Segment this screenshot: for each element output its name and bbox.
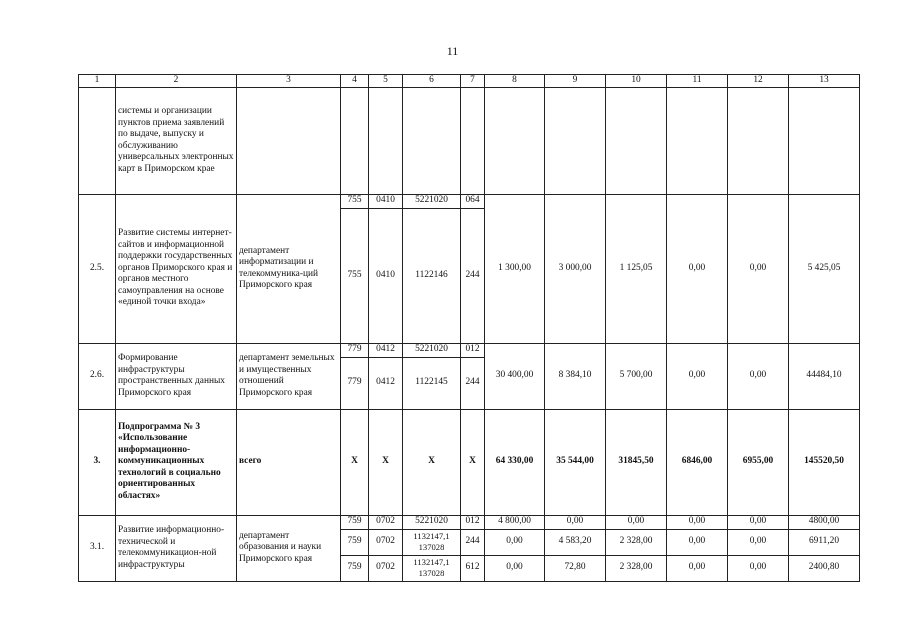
- code-cell: 064: [461, 194, 485, 208]
- header-cell: 9: [545, 75, 606, 88]
- header-cell: 13: [789, 75, 860, 88]
- code-cell: 244: [461, 529, 485, 555]
- value-cell: 5 700,00: [606, 343, 667, 409]
- value-cell: 0,00: [728, 343, 789, 409]
- value-cell: 0,00: [667, 515, 728, 529]
- item-number: 3.: [79, 409, 116, 515]
- code-cell: 0702: [369, 529, 403, 555]
- code-cell: 612: [461, 555, 485, 581]
- value-cell: 64 330,00: [485, 409, 545, 515]
- value-cell: 4800,00: [789, 515, 860, 529]
- code-cell: 1132147,1 137028: [403, 555, 461, 581]
- code-cell: 012: [461, 343, 485, 357]
- executor: всего: [237, 409, 341, 515]
- header-cell: 6: [403, 75, 461, 88]
- value-cell: 4 583,20: [545, 529, 606, 555]
- table-row-3-1: [79, 515, 860, 529]
- code-cell: Х: [461, 409, 485, 515]
- code-cell: 0702: [369, 555, 403, 581]
- value-cell: 0,00: [606, 515, 667, 529]
- table-row-2-6: [79, 343, 860, 357]
- code-cell: 755: [341, 208, 369, 343]
- value-cell: 35 544,00: [545, 409, 606, 515]
- code-cell: 1132147,1 137028: [403, 529, 461, 555]
- code-cell: Х: [369, 409, 403, 515]
- value-cell: 0,00: [485, 529, 545, 555]
- item-name: Подпрограмма № 3 «Использование информационно-коммуникационных технологий в социально ориентированных областях»: [116, 409, 237, 515]
- header-row: [79, 75, 860, 88]
- header-cell: 4: [341, 75, 369, 88]
- value-cell: 72,80: [545, 555, 606, 581]
- value-cell: 0,00: [728, 555, 789, 581]
- value-cell: 8 384,10: [545, 343, 606, 409]
- value-cell: 0,00: [728, 515, 789, 529]
- header-cell: 3: [237, 75, 341, 88]
- code-cell: 755: [341, 194, 369, 208]
- code-cell: Х: [341, 409, 369, 515]
- table-row-3: [79, 409, 860, 515]
- code-cell: 779: [341, 357, 369, 409]
- code-cell: 779: [341, 343, 369, 357]
- header-cell: 11: [667, 75, 728, 88]
- value-cell: 0,00: [485, 555, 545, 581]
- code-cell: 759: [341, 555, 369, 581]
- value-cell: 31845,50: [606, 409, 667, 515]
- header-cell: 5: [369, 75, 403, 88]
- code-cell: 012: [461, 515, 485, 529]
- header-cell: 8: [485, 75, 545, 88]
- value-cell: 145520,50: [789, 409, 860, 515]
- code-cell: 1122146: [403, 208, 461, 343]
- item-number: 3.1.: [79, 515, 116, 581]
- code-cell: 0410: [369, 194, 403, 208]
- code-cell: 1122145: [403, 357, 461, 409]
- value-cell: 0,00: [667, 343, 728, 409]
- page-number: 11: [446, 44, 459, 58]
- executor: департамент образования и науки Приморского края: [237, 515, 341, 581]
- value-cell: 0,00: [667, 529, 728, 555]
- table-row-continuation: [79, 87, 860, 194]
- value-cell: 0,00: [728, 194, 789, 343]
- code-cell: 759: [341, 515, 369, 529]
- item-number: 2.6.: [79, 343, 116, 409]
- code-cell: 0412: [369, 357, 403, 409]
- item-name: системы и организации пунктов приема заявлений по выдаче, выпуску и обслуживанию универсальных электронных карт в Приморском крае: [116, 87, 237, 194]
- value-cell: 3 000,00: [545, 194, 606, 343]
- value-cell: 0,00: [545, 515, 606, 529]
- value-cell: 0,00: [667, 194, 728, 343]
- value-cell: 2 328,00: [606, 555, 667, 581]
- value-cell: 6846,00: [667, 409, 728, 515]
- code-cell: 244: [461, 208, 485, 343]
- value-cell: 30 400,00: [485, 343, 545, 409]
- header-cell: 1: [79, 75, 116, 88]
- value-cell: 6955,00: [728, 409, 789, 515]
- item-name: Развитие системы интернет-сайтов и информационной поддержки государственных органов Приморского края и органов местного самоуправления на основе «единой точки входа»: [116, 194, 237, 343]
- item-name: Формирование инфраструктуры пространственных данных Приморского края: [116, 343, 237, 409]
- code-cell: 0410: [369, 208, 403, 343]
- code-cell: Х: [403, 409, 461, 515]
- value-cell: 6911,20: [789, 529, 860, 555]
- header-cell: 10: [606, 75, 667, 88]
- table-row-2-5: [79, 194, 860, 208]
- code-cell: 5221020: [403, 194, 461, 208]
- code-cell: 5221020: [403, 515, 461, 529]
- value-cell: 1 125,05: [606, 194, 667, 343]
- item-name: Развитие информационно-технической и телекоммуникацион-ной инфраструктуры: [116, 515, 237, 581]
- code-cell: 759: [341, 529, 369, 555]
- executor: департамент информатизации и телекоммуника-ций Приморского края: [237, 194, 341, 343]
- budget-table: [78, 74, 860, 582]
- code-cell: 244: [461, 357, 485, 409]
- code-cell: 0702: [369, 515, 403, 529]
- header-cell: 7: [461, 75, 485, 88]
- header-cell: 2: [116, 75, 237, 88]
- item-number: 2.5.: [79, 194, 116, 343]
- value-cell: 0,00: [667, 555, 728, 581]
- value-cell: 5 425,05: [789, 194, 860, 343]
- value-cell: 2 328,00: [606, 529, 667, 555]
- header-cell: 12: [728, 75, 789, 88]
- value-cell: 44484,10: [789, 343, 860, 409]
- executor: департамент земельных и имущественных отношений Приморского края: [237, 343, 341, 409]
- code-cell: 0412: [369, 343, 403, 357]
- value-cell: 0,00: [728, 529, 789, 555]
- value-cell: 1 300,00: [485, 194, 545, 343]
- value-cell: 4 800,00: [485, 515, 545, 529]
- value-cell: 2400,80: [789, 555, 860, 581]
- code-cell: 5221020: [403, 343, 461, 357]
